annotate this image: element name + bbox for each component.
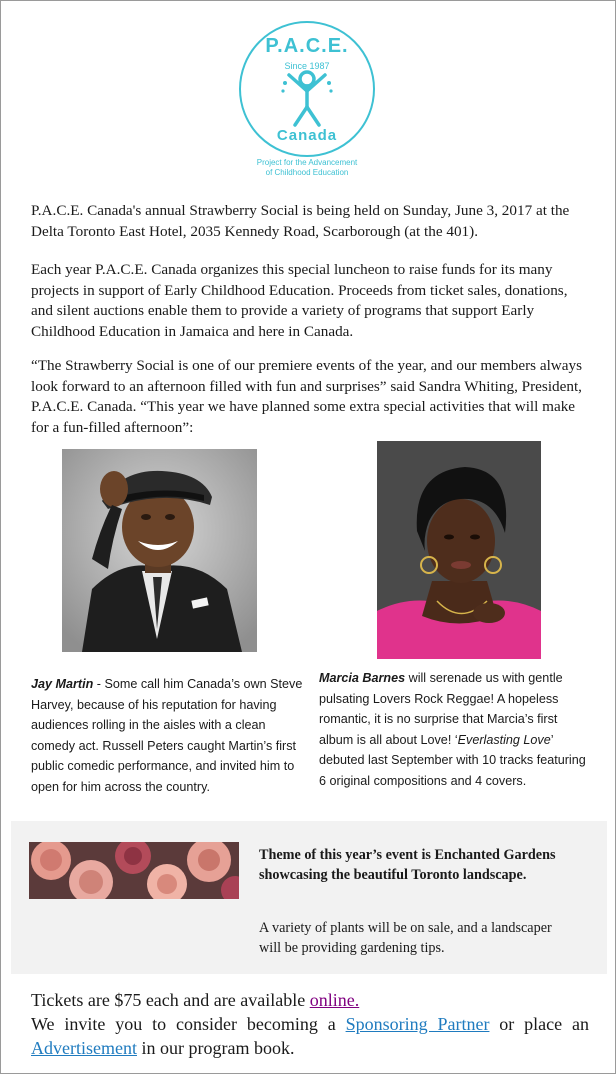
logo-tagline-line1: Project for the Advancement [256, 158, 358, 167]
tickets-paragraph [31, 988, 589, 1060]
tickets-text-d: in our program book. [136, 1038, 295, 1058]
jay-martin-caption [31, 674, 306, 797]
jay-martin-name: Jay Martin [31, 677, 94, 691]
logo-tagline [219, 158, 395, 178]
marcia-bio-b: ’ debuted last September with 10 tracks featuring 6 original compositions and 4 covers. [319, 732, 586, 788]
logo-since: Since 1987 [284, 61, 330, 71]
quote-paragraph: “The Strawberry Social is one of our premiere events of the year, and our members always look forward to an afternoon filled with fun and surprises” said Sandra Whiting, President, P.A.C.E. Canada. “This year we have planned some extra special activities that will make for a fun-filled afternoon”: [31, 357, 583, 436]
online-link[interactable]: online. [309, 990, 360, 1010]
roses-image [29, 842, 239, 899]
advertisement-link[interactable]: Advertisement [31, 1038, 137, 1058]
theme-band [11, 821, 607, 974]
intro-paragraph-1: P.A.C.E. Canada's annual Strawberry Social is being held on Sunday, June 3, 2017 at the Delta Toronto East Hotel, 2035 Kennedy Road, Scarborough (at the 401). [31, 202, 570, 240]
sponsoring-partner-link[interactable]: Sponsoring Partner [345, 1014, 490, 1034]
jay-martin-bio: - Some call him Canada’s own Steve Harvey, because of his reputation for having audiences rolling in the aisles with a clean comedy act. Russell Peters caught Martin’s first public comedic performance, and invited him to open for him across the country. [31, 677, 303, 794]
logo-country: Canada [276, 127, 338, 144]
album-title: Everlasting Love [457, 732, 551, 747]
intro-paragraph-2: Each year P.A.C.E. Canada organizes this special luncheon to raise funds for its many projects in support of Early Childhood Education. Proceeds from ticket sales, donations, and silent auctions enable them to provide a variety of programs that support Early Childhood Education in Jamaica and here in Canada. [31, 261, 568, 340]
tickets-text-c: or place an [489, 1014, 589, 1034]
jay-martin-photo [62, 449, 257, 652]
theme-detail: A variety of plants will be on sale, and a landscaper will be providing gardening tips. [259, 920, 552, 956]
marcia-barnes-name: Marcia Barnes [319, 671, 406, 685]
pace-logo [239, 21, 375, 181]
marcia-barnes-photo [377, 441, 541, 659]
marcia-barnes-caption [319, 668, 591, 791]
tickets-text-b: We invite you to consider becoming a [31, 1014, 346, 1034]
tickets-text-a: Tickets are $75 each and are available [31, 990, 310, 1010]
stick-figure-icon [277, 69, 337, 131]
theme-headline: Theme of this year’s event is Enchanted Gardens showcasing the beautiful Toronto landscape. [259, 847, 556, 883]
logo-name: P.A.C.E. [265, 35, 349, 57]
marcia-bio-a: will serenade us with gentle pulsating Lovers Rock Reggae! A hopeless romantic, it is no surprise that Marcia’s first album is all about Love! ‘ [319, 671, 563, 747]
logo-tagline-line2: of Childhood Education [265, 168, 349, 177]
